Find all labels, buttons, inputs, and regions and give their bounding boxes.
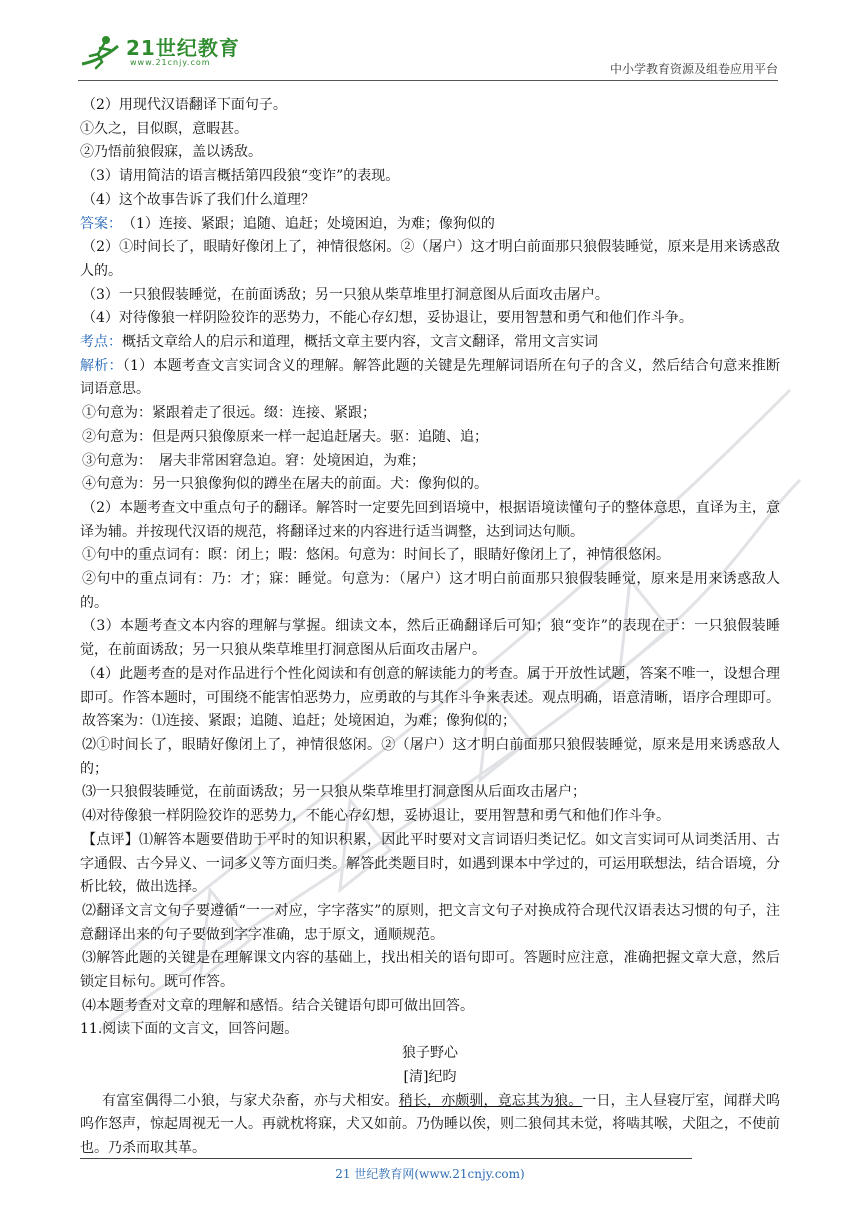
line-text: （4）此题考查的是对作品进行个性化阅读和有创意的解读能力的考查。属于开放性试题，答案不唯一，设想合理即可。作答本题时，可围绕不能害怕恶势力，应勇敢的与其作斗争来表述。观点明确，语意清晰，语序合理即可。 xyxy=(80,665,780,706)
text-line xyxy=(80,1018,780,1042)
section-tag: 考点： xyxy=(80,334,122,351)
line-text: （2）本题考查文中重点句子的翻译。解答时一定要先回到语境中，根据语境读懂句子的整体意思，直译为主，意译为辅。并按现代汉语的规范，将翻译过来的内容进行适当调整，达到词达句顺。 xyxy=(80,499,780,540)
line-text: ⑶解答此题的关键是在理解课文内容的基础上，找出相关的语句即可。答题时应注意，准确把握文章大意，然后锁定目标句。既可作答。 xyxy=(80,950,780,991)
line-text: （2）用现代汉语翻译下面句子。 xyxy=(82,97,287,113)
text-line xyxy=(80,900,780,947)
document-body xyxy=(80,94,780,1161)
text-line xyxy=(80,995,780,1019)
text-line xyxy=(80,805,780,829)
line-text: ⑷本题考查对文章的理解和感悟。结合关键语句即可做出回答。 xyxy=(82,997,474,1014)
text-line xyxy=(80,355,780,402)
line-text: ②句中的重点词有：乃：才；寐：睡觉。句意为：（屠户）这才明白前面那只狼假装睡觉，原来是用来诱惑敌人的。 xyxy=(80,571,780,611)
line-text: （1）本题考查文言实词含义的理解。解答此题的关键是先理解词语所在句子的含义，然后结合句意来推断词语意思。 xyxy=(80,357,781,398)
line-text: 狼子野心 xyxy=(402,1045,458,1062)
line-text: ①久之，目似瞑，意暇甚。 xyxy=(80,120,248,137)
text-line xyxy=(80,568,780,615)
line-text: ②乃悟前狼假寐，盖以诱敌。 xyxy=(80,144,262,161)
text-line xyxy=(80,284,780,308)
text-line xyxy=(80,1066,780,1090)
line-text: 【点评】⑴解答本题要借助于平时的知识积累，因此平时要对文言词语归类记忆。如文言实词可从词类活用、古字通假、古今异义、一词多义等方面归类。解答此类题目时，如遇到课本中学过的，可运用联想法，结合语境，分析比较，做出选择。 xyxy=(80,831,780,896)
line-text: （4）对待像狼一样阴险狡诈的恶势力，不能心存幻想，妥协退让，要用智慧和勇气和他们作斗争。 xyxy=(82,310,693,327)
text-line xyxy=(80,781,780,805)
text-line xyxy=(80,1042,780,1066)
story-paragraph xyxy=(80,1090,780,1161)
line-text: 概括文章给人的启示和道理，概括文章主要内容，文言文翻译，常用文言实词 xyxy=(122,334,598,351)
text-line xyxy=(80,710,780,734)
logo xyxy=(78,28,248,76)
line-text: ⑷对待像狼一样阴险狡诈的恶势力，不能心存幻想，妥协退让，要用智慧和勇气和他们作斗争。 xyxy=(82,808,670,825)
text-line xyxy=(80,544,780,568)
line-text: （4）这个故事告诉了我们什么道理？ xyxy=(82,191,315,208)
logo-url: www.21cnjy.com xyxy=(130,58,211,67)
text-line xyxy=(80,734,780,781)
page-header xyxy=(78,28,778,80)
text-line xyxy=(80,947,780,994)
line-text: ②句意为：但是两只狼像原来一样一起追赶屠夫。驱：追随、追； xyxy=(82,428,488,445)
text-line xyxy=(80,615,780,662)
story-underlined: 稍长，亦颇驯，竟忘其为狼。 xyxy=(398,1092,583,1109)
text-line xyxy=(80,118,780,142)
text-line xyxy=(80,497,780,544)
line-text: ⑶一只狼假装睡觉，在前面诱敌；另一只狼从柴草堆里打洞意图从后面攻击屠户； xyxy=(82,784,586,801)
text-line xyxy=(80,94,780,118)
line-text: （2）①时间长了，眼睛好像闭上了，神情很悠闲。②（屠户）这才明白前面那只狼假装睡觉，原来是用来诱惑敌人的。 xyxy=(80,239,780,279)
line-text: （1）连接、紧跟；追随、追赶；处境困迫，为难；像狗似的 xyxy=(115,215,495,232)
line-text: 11.阅读下面的文言文，回答问题。 xyxy=(80,1021,299,1038)
text-line xyxy=(80,829,780,900)
story-after: 一日，主人昼寝厅室，闻群犬呜呜作怒声，惊起周视无一人。再就枕将寐，犬又如前。乃伪睡以俟，则二狼伺其未觉，将啮其喉，犬阻之，不使前也。乃杀而取其革。 xyxy=(80,1092,781,1156)
line-text: ⑵翻译文言文句子要遵循“一一对应，字字落实”的原则，把文言文句子对换成符合现代汉语表达习惯的句子，注意翻译出来的句子要做到字字准确，忠于原文，通顺规范。 xyxy=(80,902,780,943)
text-line xyxy=(80,213,780,237)
line-text: ①句意为：紧跟着走了很远。缀：连接、紧跟； xyxy=(82,405,376,422)
runner-logo-icon xyxy=(78,32,124,72)
line-text: （3）一只狼假装睡觉，在前面诱敌；另一只狼从柴草堆里打洞意图从后面攻击屠户。 xyxy=(82,286,609,303)
text-line xyxy=(80,236,780,283)
platform-name: 中小学教育资源及组卷应用平台 xyxy=(609,62,778,76)
logo-text: 21世纪教育 xyxy=(126,36,240,60)
line-text: ④句意为：另一只狼像狗似的蹲坐在屠夫的前面。犬：像狗似的。 xyxy=(82,476,488,493)
text-line xyxy=(80,426,780,450)
text-line xyxy=(80,307,780,331)
section-tag: 答案： xyxy=(80,215,115,232)
line-text: ⑵①时间长了，眼睛好像闭上了，神情很悠闲。②（屠户）这才明白前面那只狼假装睡觉，原来是用来诱惑敌人的； xyxy=(80,736,780,777)
section-tag: 解析： xyxy=(80,357,123,374)
line-text: ③句意为： 屠夫非常困窘急迫。窘：处境困迫，为难； xyxy=(82,452,425,469)
text-line xyxy=(80,141,780,165)
story-before: 有富室偶得二小狼，与家犬杂畜，亦与犬相安。 xyxy=(102,1092,399,1109)
footer-text: 21 世纪教育网(www.21cnjy.com) xyxy=(335,1167,525,1181)
line-text: （3）请用简洁的语言概括第四段狼“变诈”的表现。 xyxy=(82,168,400,185)
text-line xyxy=(80,331,780,355)
text-line xyxy=(80,473,780,497)
line-text: ①句中的重点词有：瞑：闭上；暇：悠闲。句意为：时间长了，眼睛好像闭上了，神情很悠闲。 xyxy=(82,547,670,564)
header-divider xyxy=(78,80,778,81)
text-line xyxy=(80,450,780,474)
text-line xyxy=(80,165,780,189)
footer-divider xyxy=(80,1158,692,1159)
line-text: 故答案为：⑴连接、紧跟；追随、追赶；处境困迫，为难；像狗似的； xyxy=(82,713,516,730)
text-line xyxy=(80,189,780,213)
line-text: [清]纪昀 xyxy=(403,1068,457,1085)
text-line xyxy=(80,402,780,426)
line-text: （3）本题考查文本内容的理解与掌握。细读文本，然后正确翻译后可知；狼“变诈”的表现在于：一只狼假装睡觉，在前面诱敌；另一只狼从柴草堆里打洞意图从后面攻击屠户。 xyxy=(80,618,780,659)
text-line xyxy=(80,663,780,710)
